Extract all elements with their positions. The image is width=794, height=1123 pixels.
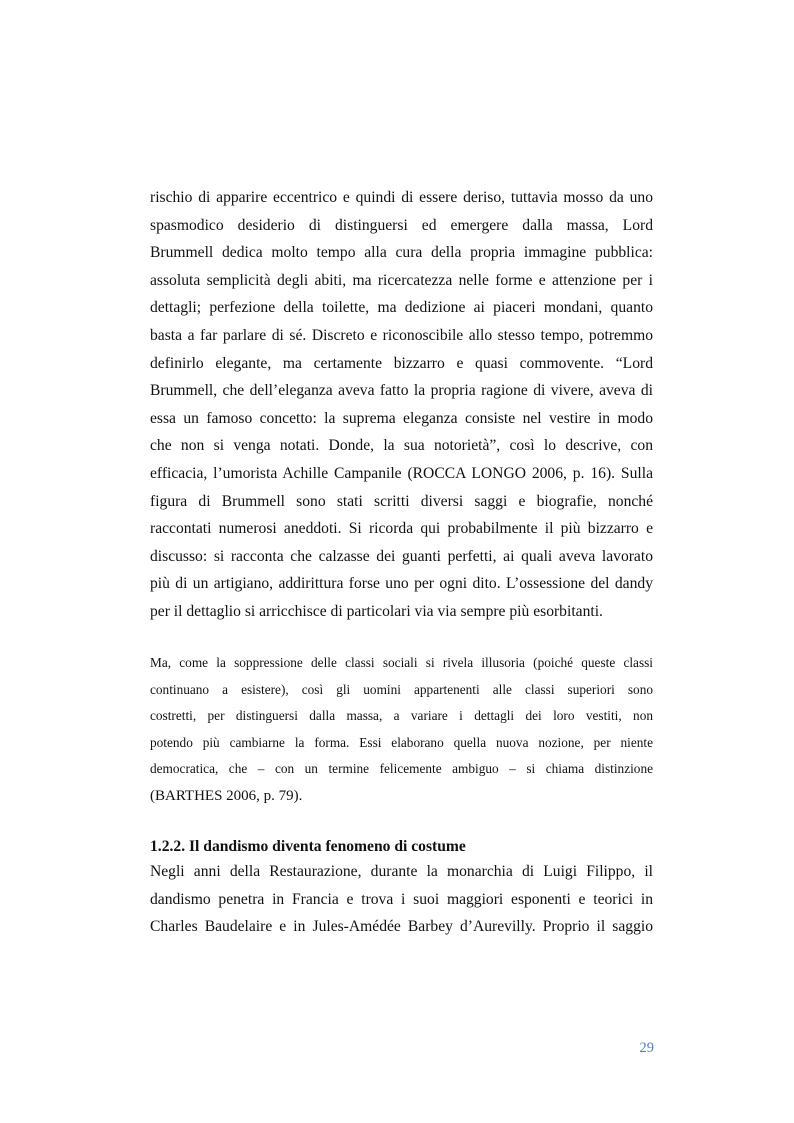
paragraph-line: Negli anni della Restaurazione, durante la monarchia di Luigi Filippo, il (150, 863, 653, 880)
paragraph-line: assoluta semplicità degli abiti, ma ricercatezza nelle forme e attenzione per i (150, 271, 653, 289)
paragraph-line: Brummell dedica molto tempo alla cura della propria immagine pubblica: (150, 244, 653, 262)
paragraph-line: efficacia, l’umorista Achille Campanile (ROCCA LONGO 2006, p. 16). Sulla (150, 464, 653, 482)
quote-line: costretti, per distinguersi dalla massa, a variare i dettagli dei loro vestiti, non (150, 708, 653, 723)
paragraph-line: dandismo penetra in Francia e trova i suoi maggiori esponenti e teorici in (150, 890, 653, 908)
paragraph-line: discusso: si racconta che calzasse dei guanti perfetti, ai quali aveva lavorato (150, 547, 653, 565)
quote-line: potendo più cambiarne la forma. Essi elaborano quella nuova nozione, per niente (150, 734, 653, 750)
body-paragraph (150, 184, 653, 626)
paragraph-line: Charles Baudelaire e in Jules-Amédée Barbey d’Aurevilly. Proprio il saggio (150, 918, 653, 936)
paragraph-line: dettagli; perfezione della toilette, ma dedizione ai piaceri mondani, quanto (150, 299, 653, 317)
paragraph-line: più di un artigiano, addirittura forse uno per ogni dito. L’ossessione del dandy (150, 575, 653, 593)
page-number: 29 (639, 1040, 654, 1056)
quote-line: continuano a esistere), così gli uomini appartenenti alle classi superiori sono (150, 681, 653, 697)
block-quote (150, 650, 653, 809)
paragraph-line: definirlo elegante, ma certamente bizzarro e quasi commovente. “Lord (150, 354, 653, 372)
paragraph-line: figura di Brummell sono stati scritti diversi saggi e biografie, nonché (150, 492, 653, 510)
paragraph-line: spasmodico desiderio di distinguersi ed emergere dalla massa, Lord (150, 216, 653, 234)
paragraph-line: per il dettaglio si arricchisce di particolari via via sempre più esorbitanti. (150, 602, 603, 620)
paragraph-line: essa un famoso concetto: la suprema eleganza consiste nel vestire in modo (150, 409, 653, 427)
quote-line: Ma, come la soppressione delle classi sociali si rivela illusoria (poiché queste classi (150, 655, 653, 670)
paragraph-line: che non si venga notati. Donde, la sua notorietà”, così lo descrive, con (150, 437, 653, 455)
quote-line: (BARTHES 2006, p. 79). (150, 787, 303, 804)
paragraph-line: basta a far parlare di sé. Discreto e riconoscibile allo stesso tempo, potremmo (150, 326, 653, 344)
paragraph-line: raccontati numerosi aneddoti. Si ricorda qui probabilmente il più bizzarro e (150, 520, 653, 538)
paragraph-line: rischio di apparire eccentrico e quindi di essere deriso, tuttavia mosso da uno (150, 189, 653, 206)
quote-line: democratica, che – con un termine felicemente ambiguo – si chiama distinzione (150, 761, 653, 776)
section-paragraph (150, 858, 653, 941)
paragraph-line: Brummell, che dell’eleganza aveva fatto la propria ragione di vivere, aveva di (150, 382, 653, 400)
section-heading: 1.2.2. Il dandismo diventa fenomeno di costume (150, 838, 466, 855)
